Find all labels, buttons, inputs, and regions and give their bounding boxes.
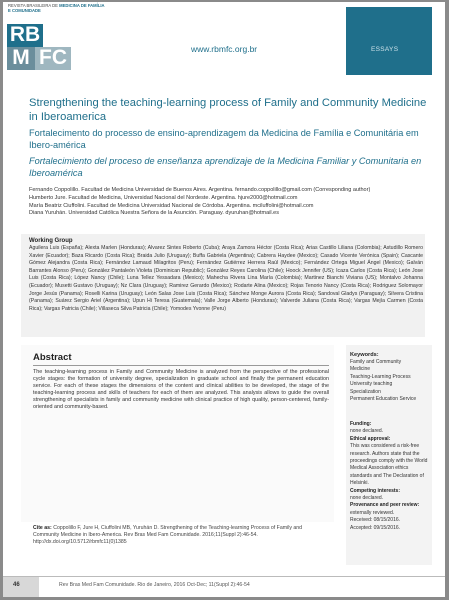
cite-text: Coppolillo F, Jure H, Ciuffolini MB, Yuruhán D. Strengthening of the Teaching-learning Process of Family and Community Medicine in Ibero-America. Rev Bras Med Fam Comunidade. 2016;11(Suppl 2):46-54. http://dx.doi.org/10.5712/rbmfc11(0)1385 — [33, 525, 303, 545]
peer-review-value: externally reviewed. — [350, 509, 395, 516]
keywords-heading: Keywords: — [350, 352, 379, 358]
ethical-approval-label: Ethical approval: — [350, 435, 391, 442]
journal-url[interactable]: www.rbmfc.org.br — [191, 44, 258, 54]
cite-label: Cite as: — [33, 525, 52, 531]
section-label: ESSAYS — [371, 46, 399, 53]
funding-label: Funding: — [350, 421, 372, 427]
abstract-divider — [33, 365, 329, 366]
keyword-item: Specialization — [350, 388, 381, 395]
article-info — [350, 421, 430, 532]
competing-interests-label: Competing interests: — [350, 487, 401, 494]
footer-citation: Rev Bras Med Fam Comunidade. Rio de Janeiro, 2016 Oct-Dec; 11(Suppl 2):46-54 — [59, 582, 250, 588]
page-number: 46 — [13, 582, 20, 588]
logo-cell-m: M — [7, 47, 35, 70]
author-line: María Beatriz Ciuffolini. Facultad de Medicina Universidad Nacional de Córdoba. Argentina. mciluffolini@hotmail.com — [29, 202, 314, 209]
working-group-title: Working Group — [29, 238, 73, 244]
funding-value: none declared. — [350, 428, 384, 435]
ethical-approval-value: This was considered a risk-free research. Authors state that the proceedings comply with the World Medical Association ethics standards and The Declaration of Helsinki. — [350, 443, 428, 487]
journal-header — [3, 2, 445, 84]
author-line: Humberto Jure. Facultad de Medicina, Universidad Nacional del Nordeste. Argentina. hjure2000@hotmail.com — [29, 194, 298, 201]
keyword-item: Medicine — [350, 366, 371, 373]
footer-divider — [3, 576, 445, 577]
page-number-box — [3, 577, 39, 597]
keyword-item: University teaching — [350, 381, 393, 388]
working-group-text: Aguilera Luis (España); Alexta Marlen (Honduras); Alvarez Sintes Roberto (Cuba); Araya Zamora Héctor (Costa Rica); Arias Castillo Liliana (Colombia); Astudillo Romero Xavier (Ecuador); Baza Ricardo (Costa Rica); Braida Julio (Uruguay); Buffa Gabriela (Argentina); Cabrera Haydee (Mexico); Casado Vicente Verónica (Spain); Cascante Gómez Alejandra (Costa Rica); Fernández Lamaud Milagritos (Peru); Fernández Gutiérrez Herrera Raúl (Mexico); Fernández Ortega Miguel Ángel (Mexico); Galván Barrantes Alonso (Peru); González Pantaleón Violeta (Dominican Republic); González Reyes Carolina (Chile); Hoock Jennifer (US); Icaza Carlos (Costa Rica); León Jose Luis (Costa Rica); López Nancy (Chile); Luna Tellez Yessadara (Mexico); Mahecha Rivera Lina María (Colombia); Martinez Bianchi Viviana (US); Montalvo Johanna (Ecuador); Musetti Gustavo (Uruguay); Nz Clara (Uruguay); Ramirez Gerardo (Mexico); Rodarte Alina (Mexico); Rojas Tenorio Nancy (Costa Rica); Rodriguez Solomayor Jorge Jesús (Panama); Roselli Karina (Uruguay); León Salas Jose Luis (Costa Rica); Sánchez Monge Aurora (Costa Rica); Sandoval Gladys (Paraguay); Silvera Cristina (Panama); Suárez Sergio Ariel (Argentina); Upun Hi Teresa (Guatemala); Valle Jorge Alberto (Honduras); Valverde Juliana (Costa Rica); Vargas Mejía Carmen (Costa Rica); Vargas Patricia (Chile); Villaseca Silva Patricia (Chile); Yomodes Yvonne (Peru) — [29, 245, 423, 312]
section-banner — [346, 7, 432, 75]
journal-name: REVISTA BRASILEIRA DE MEDICINA DE FAMÍLIA E COMUNIDADE — [8, 3, 105, 13]
accepted-date: Accepted: 09/15/2016. — [350, 524, 401, 531]
author-line: Fernando Coppolillo. Facultad de Medicina Universidad de Buenos Aires. Argentina. fernando.coppolillo@gmail.com (Corresponding author) — [29, 187, 371, 193]
keyword-item: Family and Community — [350, 359, 402, 365]
article-page — [3, 2, 445, 597]
rbmfc-logo — [7, 24, 71, 70]
abstract-text: The teaching-learning process in Family and Community Medicine is analyzed from the perspective of the professional cycle stages: the formation of university degree, specialization in graduate school and finally the permanent education service. For each of these stages the dimensions of the content and clinical abilities to be developed, the stage of the teaching-learning process and skills of teachers for each of them are analyzed. This analysis allows to guide the overall strengthening of specialists in family and community medicine with clinical practice of high quality, person-centered, family-oriented and community-based. — [33, 369, 329, 411]
keyword-item: Teaching-Learning Process — [350, 373, 411, 380]
received-date: Received: 08/15/2016. — [350, 517, 401, 524]
peer-review-label: Provenance and peer review: — [350, 502, 420, 509]
cite-as — [33, 525, 329, 545]
author-line: Diana Yuruhán. Universidad Católica Nuestra Señora de la Asunción. Paraguay. dyuruhan@hotmail.es — [29, 210, 279, 217]
author-list — [29, 187, 429, 218]
article-title-portuguese: Fortalecimento do processo de ensino-aprendizagem da Medicina de Família e Comunitária em Ibero-américa — [29, 128, 419, 150]
keywords-list — [350, 359, 430, 403]
logo-cell-rb: RB — [7, 24, 43, 47]
keyword-item: Permanent Education Service — [350, 396, 417, 403]
logo-cell-fc: FC — [35, 47, 71, 70]
article-title-spanish: Fortalecimiento del proceso de enseñanza aprendizaje de la Medicina Familiar y Comunitaria en Iberoamérica — [29, 156, 422, 178]
abstract-heading: Abstract — [33, 352, 72, 363]
competing-interests-value: none declared. — [350, 495, 384, 502]
article-title: Strengthening the teaching-learning process of Family and Community Medicine in Iberoamerica — [29, 97, 427, 123]
